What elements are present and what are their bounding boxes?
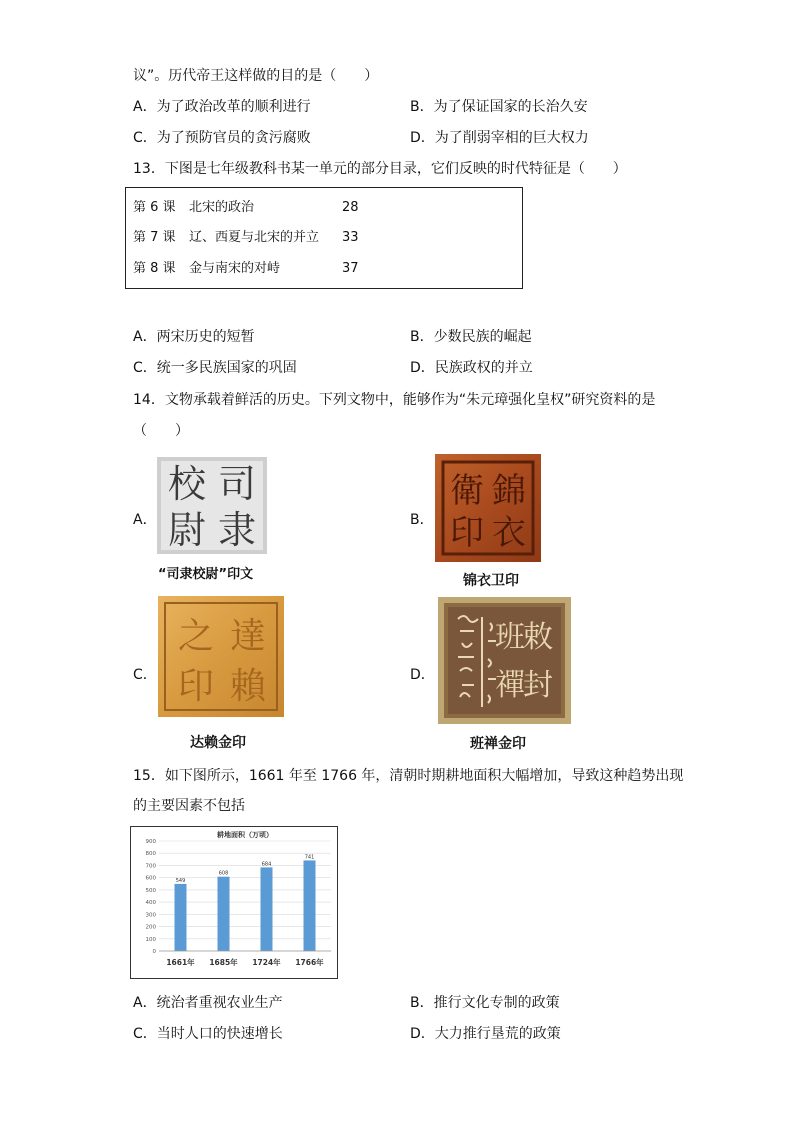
option-text: 为了预防官员的贪污腐败 [156,130,311,146]
seal-char: 印 [450,513,484,553]
x-tick-label: 1766年 [295,958,324,967]
seal-photo-graphic [158,596,284,717]
seal-char: 衛 [450,471,484,511]
table-of-contents-box [125,187,523,289]
toc-title: 北宋的政治 [189,200,255,215]
option-text: 统治者重视农业生产 [156,995,283,1011]
y-tick-label: 800 [145,851,156,858]
option-letter: C． [133,360,157,376]
option-text: 大力推行垦荒的政策 [434,1026,561,1042]
x-tick-label: 1724年 [252,958,281,967]
x-tick-label: 1661年 [166,958,195,967]
y-tick-label: 400 [145,900,156,907]
option-letter: A． [133,995,157,1011]
q13-option-a[interactable] [133,327,255,347]
seal-rubbing-graphic [157,457,267,554]
option-letter: D． [410,360,435,376]
q13-option-c[interactable] [133,358,297,378]
y-tick-label: 900 [145,839,156,845]
question-15-stem-line2: 的主要因素不包括 [133,798,245,814]
q14-option-d-letter[interactable]: D． [410,667,435,683]
seal-caption-b: 锦衣卫印 [463,573,519,589]
option-letter: C． [133,1026,157,1042]
panchen-gold-seal-image[interactable] [438,597,571,724]
q12-option-c[interactable] [133,128,311,148]
seal-photo-graphic [438,597,571,724]
data-label: 608 [218,870,229,877]
option-letter: A． [133,329,157,345]
option-text: 统一多民族国家的巩固 [156,360,297,376]
y-tick-label: 600 [145,875,156,882]
question-12-tail: 议”。历代帝王这样做的目的是（ ） [133,68,379,84]
y-tick-label: 700 [145,863,156,870]
seal-char: 司 [217,462,257,506]
seal-caption-d: 班禅金印 [470,736,526,752]
q15-option-b[interactable] [410,993,560,1013]
bar [218,877,230,951]
seal-char: 隶 [217,508,257,552]
seal-char: 尉 [167,508,207,552]
seal-char: 之 [177,616,215,657]
question-14-stem: 14．文物承载着鲜活的历史。下列文物中，能够作为“朱元璋强化皇权”研究资料的是 [133,392,656,408]
q13-option-d[interactable] [410,358,533,378]
seal-char: 印 [177,666,215,707]
q14-option-b-letter[interactable]: B． [410,512,434,528]
option-letter: B． [410,329,434,345]
bar [175,884,187,951]
option-letter: A． [133,99,157,115]
seal-char: 錦 [492,471,526,511]
y-tick-label: 200 [145,924,156,931]
seal-char: 校 [167,462,207,506]
chart-title: 耕地面积（万顷） [217,831,273,839]
option-text: 两宋历史的短暂 [156,329,255,345]
seal-char: 班 [495,620,525,655]
sililiao-seal-image[interactable] [157,457,267,554]
y-tick-label: 0 [152,949,156,955]
toc-page: 28 [342,200,359,215]
q14-option-c-letter[interactable]: C． [133,667,157,683]
option-text: 为了保证国家的长治久安 [433,99,588,115]
y-tick-label: 300 [145,912,156,919]
seal-char: 封 [523,668,553,703]
q15-option-a[interactable] [133,993,283,1013]
q15-option-d[interactable] [410,1024,561,1044]
x-tick-label: 1685年 [209,958,238,967]
toc-title: 金与南宋的对峙 [189,261,281,276]
data-label: 684 [261,861,272,868]
q12-option-a[interactable] [133,97,311,117]
q12-option-b[interactable] [410,97,588,117]
option-text: 为了政治改革的顺利进行 [156,99,311,115]
data-label: 549 [175,877,186,884]
seal-char: 敕 [523,620,553,655]
option-letter: B． [410,995,434,1011]
option-text: 民族政权的并立 [434,360,533,376]
bar [261,867,273,951]
toc-lesson: 第 6 课 [133,200,176,215]
bar-chart-svg [131,827,336,977]
question-13-stem: 13．下图是七年级教科书某一单元的部分目录，它们反映的时代特征是（ ） [133,161,627,177]
question-14-stem-paren: （ ） [133,423,189,439]
seal-caption-c: 达赖金印 [190,735,246,751]
q14-option-a-letter[interactable]: A． [133,512,157,528]
option-letter: C． [133,130,157,146]
dalai-gold-seal-image[interactable] [158,596,284,717]
toc-page: 37 [342,261,359,276]
option-text: 当时人口的快速增长 [156,1026,283,1042]
seal-char: 達 [229,616,267,657]
option-letter: D． [410,130,435,146]
option-text: 推行文化专制的政策 [433,995,560,1011]
seal-char: 禪 [495,668,525,703]
data-label: 741 [304,854,315,861]
seal-caption-a: “司隶校尉”印文 [158,567,254,582]
toc-title: 辽、西夏与北宋的并立 [189,230,320,245]
option-text: 为了削弱宰相的巨大权力 [434,130,589,146]
seal-char: 衣 [492,513,526,553]
y-tick-label: 500 [145,887,156,894]
option-text: 少数民族的崛起 [433,329,532,345]
bar [304,860,316,951]
jinyiwei-seal-image[interactable] [435,454,541,562]
cultivated-land-chart [130,826,338,979]
q12-option-d[interactable] [410,128,589,148]
seal-photo-graphic [435,454,541,562]
seal-char: 賴 [229,666,267,707]
toc-lesson: 第 8 课 [133,261,176,276]
toc-page: 33 [342,230,359,245]
y-tick-label: 100 [145,936,156,943]
option-letter: D． [410,1026,435,1042]
q15-option-c[interactable] [133,1024,283,1044]
option-letter: B． [410,99,434,115]
toc-lesson: 第 7 课 [133,230,176,245]
question-15-stem: 15．如下图所示，1661 年至 1766 年，清朝时期耕地面积大幅增加，导致这种趋势出现 [133,768,684,784]
q13-option-b[interactable] [410,327,532,347]
